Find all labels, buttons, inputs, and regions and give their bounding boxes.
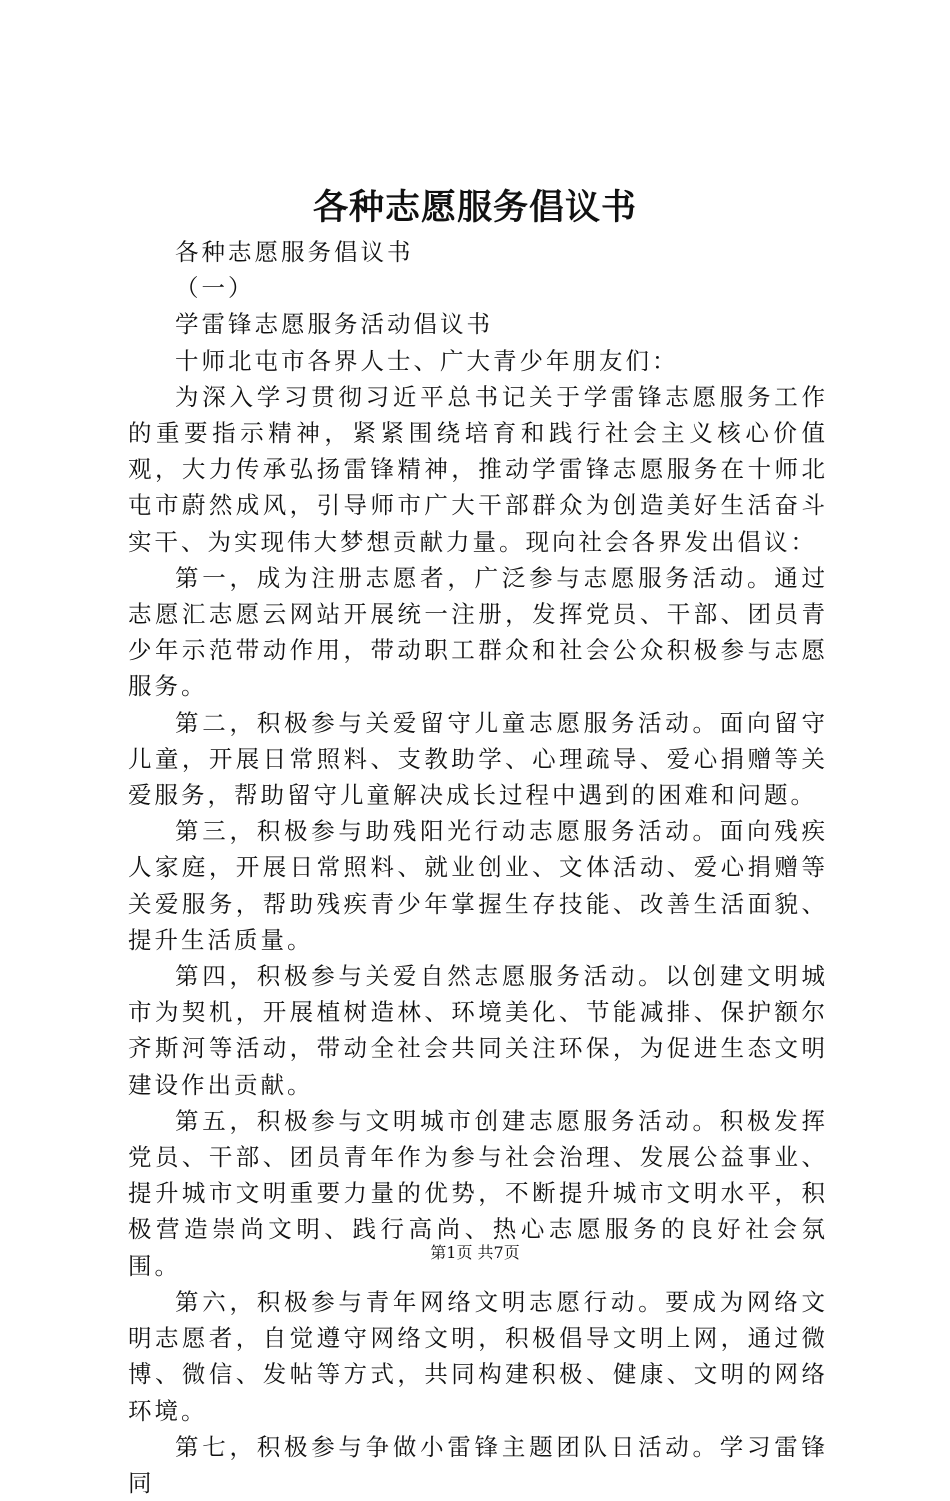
- paragraph-item-6: 第六，积极参与青年网络文明志愿行动。要成为网络文明志愿者，自觉遵守网络文明，积极倡导文明上网，通过微博、微信、发帖等方式，共同构建积极、健康、文明的网络环境。: [128, 1287, 828, 1425]
- paragraph-section-number: （一）: [175, 274, 255, 303]
- paragraph-salutation: 十师北屯市各界人士、广大青少年朋友们：: [175, 346, 679, 375]
- paragraph-item-7: 第七，积极参与争做小雷锋主题团队日活动。学习雷锋同: [128, 1432, 828, 1497]
- paragraph-intro: 为深入学习贯彻习近平总书记关于学雷锋志愿服务工作的重要指示精神，紧紧围绕培育和践行社会主义核心价值观，大力传承弘扬雷锋精神，推动学雷锋志愿服务在十师北屯市蔚然成风，引导师市广大干部群众为创造美好生活奋斗实干、为实现伟大梦想贡献力量。现向社会各界发出倡议：: [128, 382, 828, 556]
- paragraph-section-title: 学雷锋志愿服务活动倡议书: [175, 310, 493, 339]
- paragraph-item-2: 第二，积极参与关爱留守儿童志愿服务活动。面向留守儿童，开展日常照料、支教助学、心理疏导、爱心捐赠等关爱服务，帮助留守儿童解决成长过程中遇到的困难和问题。: [128, 708, 828, 810]
- page-footer: 第1页 共7页: [430, 1243, 520, 1262]
- paragraph-item-3: 第三，积极参与助残阳光行动志愿服务活动。面向残疾人家庭，开展日常照料、就业创业、文体活动、爱心捐赠等关爱服务，帮助残疾青少年掌握生存技能、改善生活面貌、提升生活质量。: [128, 817, 828, 954]
- paragraph-item-1: 第一，成为注册志愿者，广泛参与志愿服务活动。通过志愿汇志愿云网站开展统一注册，发挥党员、干部、团员青少年示范带动作用，带动职工群众和社会公众积极参与志愿服务。: [128, 563, 828, 701]
- document-body: [128, 234, 828, 1501]
- paragraph-item-4: 第四，积极参与关爱自然志愿服务活动。以创建文明城市为契机，开展植树造林、环境美化、节能减排、保护额尔齐斯河等活动，带动全社会共同关注环保，为促进生态文明建设作出贡献。: [128, 962, 828, 1099]
- paragraph-subtitle: 各种志愿服务倡议书: [175, 238, 414, 266]
- document-title: 各种志愿服务倡议书: [312, 187, 637, 228]
- paragraph-item-5: 第五，积极参与文明城市创建志愿服务活动。积极发挥党员、干部、团员青年作为参与社会治理、发展公益事业、提升城市文明重要力量的优势，不断提升城市文明水平，积极营造崇尚文明、践行高尚、热心志愿服务的良好社会氛围。: [128, 1106, 828, 1280]
